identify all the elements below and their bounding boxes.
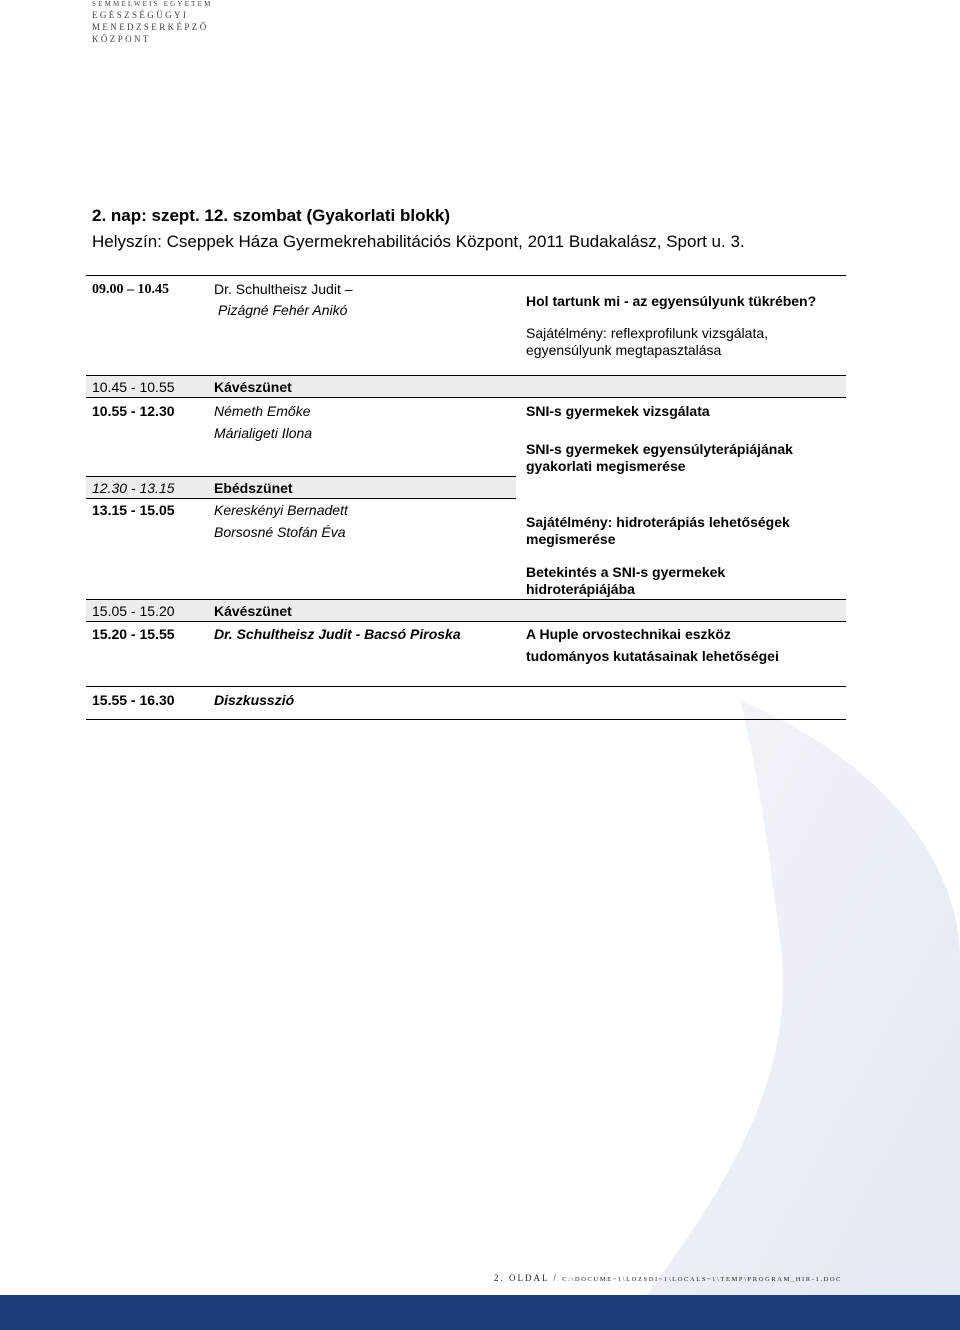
break-row-shade (86, 375, 846, 397)
row-rule (86, 621, 846, 622)
session-speaker: Kereskényi Bernadett (214, 502, 348, 518)
break-label: Kávészünet (214, 603, 292, 619)
break-time: 12.30 - 13.15 (92, 480, 175, 496)
session-speaker: Dr. Schultheisz Judit - Bacsó Piroska (214, 626, 461, 642)
session-topic: megismerése (526, 531, 616, 547)
session-time: 09.00 – 10.45 (92, 282, 169, 297)
session-topic: SNI-s gyermekek vizsgálata (526, 403, 710, 419)
row-rule (86, 599, 846, 600)
session-speaker: Pizágné Fehér Anikó (218, 302, 348, 318)
break-time: 15.05 - 15.20 (92, 603, 175, 619)
row-rule (86, 375, 846, 376)
logo-line-4: KÖZPONT (92, 34, 151, 44)
session-speaker: Németh Emőke (214, 403, 311, 419)
break-row-shade (86, 599, 846, 621)
break-label: Kávészünet (214, 379, 292, 395)
row-rule (86, 498, 516, 499)
document-path: C:\DOCUME~1\LOZSDI~1\LOCALS~1\TEMP\PROGRAM_HIR-1.DOC (562, 1276, 843, 1283)
page-footer (494, 1273, 842, 1283)
institution-logo (92, 0, 213, 45)
table-top-rule (86, 275, 846, 276)
session-time: 15.20 - 15.55 (92, 626, 175, 642)
day-location: Helyszín: Cseppek Háza Gyermekrehabilitációs Központ, 2011 Budakalász, Sport u. 3. (92, 232, 745, 251)
logo-line-3: MENEDZSERKÉPZŐ (92, 22, 209, 32)
logo-line-2: EGÉSZSÉGÜGYI (92, 10, 189, 20)
session-topic: hidroterápiájába (526, 581, 635, 597)
session-time: 15.55 - 16.30 (92, 692, 175, 708)
session-topic: SNI-s gyermekek egyensúlyterápiájának (526, 441, 793, 457)
discussion-label: Diszkusszió (214, 692, 295, 708)
session-time: 10.55 - 12.30 (92, 403, 175, 419)
page-number: 2. OLDAL (494, 1273, 550, 1283)
row-rule (86, 476, 516, 477)
session-topic: Sajátélmény: hidroterápiás lehetőségek (526, 514, 790, 530)
row-rule (86, 686, 846, 687)
session-topic: egyensúlyunk megtapasztalása (526, 342, 722, 358)
break-label: Ebédszünet (214, 480, 293, 496)
day-title: 2. nap: szept. 12. szombat (Gyakorlati blokk) (92, 206, 451, 225)
logo-line-1: SEMMELWEIS EGYETEM (92, 0, 213, 8)
session-speaker: Borsosné Stofán Éva (214, 524, 346, 540)
session-speaker: Dr. Schultheisz Judit – (214, 281, 353, 297)
session-topic: Betekintés a SNI-s gyermekek (526, 564, 726, 580)
session-topic: Sajátélmény: reflexprofilunk vizsgálata, (526, 325, 769, 341)
session-topic: gyakorlati megismerése (526, 458, 686, 474)
session-topic: tudományos kutatásainak lehetőségei (526, 648, 779, 664)
table-bottom-rule (86, 719, 846, 720)
session-time: 13.15 - 15.05 (92, 502, 175, 518)
row-rule (86, 397, 846, 398)
footer-separator: / (553, 1273, 558, 1283)
session-topic: A Huple orvostechnikai eszköz (526, 626, 731, 642)
break-time: 10.45 - 10.55 (92, 379, 175, 395)
session-topic: Hol tartunk mi - az egyensúlyunk tükrében? (526, 293, 817, 309)
session-speaker: Márialigeti Ilona (214, 425, 313, 441)
